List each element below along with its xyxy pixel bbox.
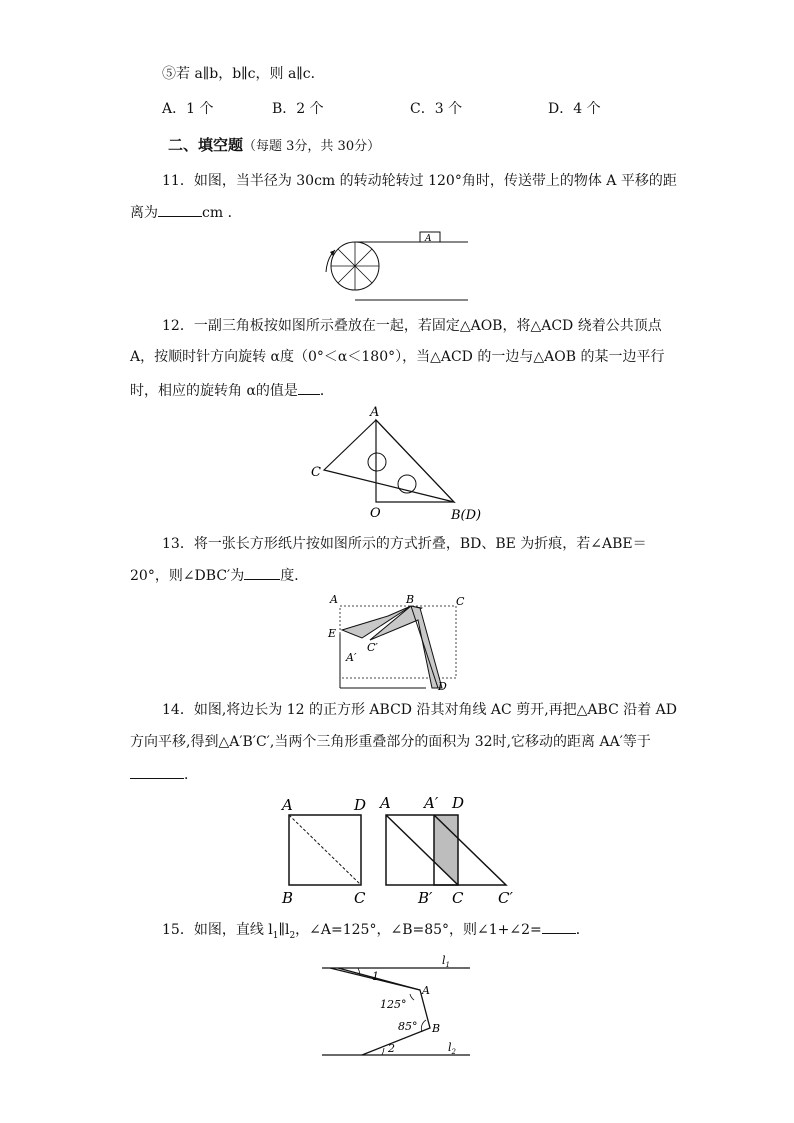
q12-line1: 12．一副三角板按如图所示叠放在一起，若固定△AOB，将△ACD 绕着公共顶点 [162,318,662,334]
q14-line3 [130,764,198,785]
q14-left-label-c: C [354,889,366,907]
q15-label-l2: $l_2$ [448,1041,456,1056]
q14-left-label-d: D [354,796,367,814]
q11-text-a: 离为 [130,205,158,221]
q15-line1 [162,919,590,946]
q11-figure [318,228,470,304]
q11-label-a: A [425,234,432,244]
q15-answer-blank[interactable] [542,919,576,934]
q15-sub1: 1 [272,930,279,941]
q13-label-a: A [330,593,338,606]
q13-label-c: C [456,595,465,608]
option-d: D．4 个 [548,101,601,117]
q14-right-label-b1: B′ [418,889,433,907]
q15-label-l1: $l_1$ [442,954,450,969]
q12-label-o: O [370,506,381,521]
q11-answer-blank[interactable] [158,202,202,217]
q14-right-label-d: D [452,794,465,812]
q12-answer-blank[interactable] [298,380,320,395]
q14-figure [276,792,526,908]
q15-sub2: 2 [289,930,296,941]
q15-label-2: 2 [388,1042,395,1055]
q12-label-a: A [370,405,380,420]
q12-text-b: ． [319,383,334,399]
q15-text-b: ，∠A=125°，∠B=85°，则∠1+∠2= [295,922,542,938]
section-title: 二、填空题 [168,136,244,154]
option-a: A．1 个 [162,101,214,117]
q15-label-1: 1 [372,970,379,983]
q15-label-a: A [422,984,430,997]
q12-line3 [130,380,334,401]
q12-label-bd: B(D) [451,508,482,523]
q15-label-85: 85° [398,1020,418,1033]
q13-label-a1: A′ [346,651,357,664]
q12-figure [306,404,486,524]
q14-right-label-a: A [380,794,391,812]
q13-line1: 13．将一张长方形纸片按如图所示的方式折叠，BD、BE 为折痕，若∠ABE＝ [162,536,647,552]
q15-text-mid: ∥l [278,922,290,938]
q11-line1: 11．如图，当半径为 30cm 的转动轮转过 120°角时，传送带上的物体 A 平移的距 [162,173,677,189]
q14-left-label-b: B [282,889,294,907]
q13-text-b: 度． [280,568,309,584]
q15-text-a: 15．如图，直线 l [162,922,273,938]
q13-label-b: B [406,593,415,606]
option-c: C．3 个 [410,101,463,117]
q15-text-c: ． [575,922,590,938]
q13-label-d: D [438,680,447,693]
q12-text-a: 时，相应的旋转角 α的值是 [130,383,298,399]
section-note: （每题 3分，共 30分） [243,139,381,154]
q12-label-c: C [311,465,321,480]
q14-left-label-a: A [282,796,293,814]
q15-label-b: B [432,1022,441,1035]
q13-label-e: E [328,627,337,640]
q14-right-label-c1: C′ [498,889,513,907]
q13-line2 [130,565,308,586]
q13-figure [322,590,472,694]
q10-item5: ⑤若 a∥b，b∥c，则 a∥c． [162,66,325,82]
q14-right-label-c: C [452,889,464,907]
q12-line2: A，按顺时针方向旋转 α度（0°＜α＜180°），当△ACD 的一边与△AOB 的某一边平行 [130,349,665,365]
q13-text-a: 20°，则∠DBC′为 [130,568,245,584]
q14-answer-blank[interactable] [130,764,184,779]
q14-line2: 方向平移,得到△A′B′C′,当两个三角形重叠部分的面积为 32时,它移动的距离 AA′等于 [130,734,651,750]
q15-figure [318,950,480,1062]
q14-line1: 14．如图,将边长为 12 的正方形 ABCD 沿其对角线 AC 剪开,再把△ABC 沿着 AD [162,702,678,718]
option-b: B．2 个 [272,101,324,117]
q14-right-label-a1: A′ [424,794,439,812]
q11-text-b: cm ． [202,205,242,221]
section-heading [168,134,380,155]
q13-label-c1: C′ [367,641,378,654]
q11-line2 [130,202,242,223]
q14-text: ． [184,767,198,783]
q15-label-125: 125° [380,998,407,1011]
q13-answer-blank[interactable] [244,565,280,580]
